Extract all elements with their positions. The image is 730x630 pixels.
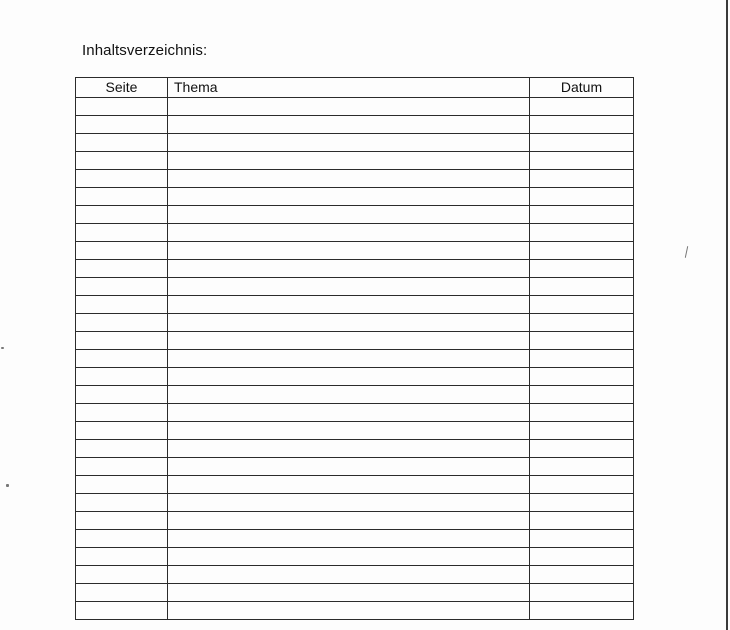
- cell-thema: [168, 584, 530, 602]
- cell-thema: [168, 152, 530, 170]
- cell-thema: [168, 386, 530, 404]
- cell-seite: [76, 332, 168, 350]
- table-row: [76, 170, 634, 188]
- cell-datum: [530, 440, 634, 458]
- cell-datum: [530, 188, 634, 206]
- cell-datum: [530, 296, 634, 314]
- cell-seite: [76, 368, 168, 386]
- cell-seite: [76, 152, 168, 170]
- cell-seite: [76, 566, 168, 584]
- table-row: [76, 566, 634, 584]
- cell-thema: [168, 548, 530, 566]
- cell-thema: [168, 98, 530, 116]
- cell-thema: [168, 332, 530, 350]
- cell-datum: [530, 512, 634, 530]
- table-row: [76, 134, 634, 152]
- cell-seite: [76, 458, 168, 476]
- cell-thema: [168, 134, 530, 152]
- cell-datum: [530, 260, 634, 278]
- cell-seite: [76, 602, 168, 620]
- table-row: [76, 476, 634, 494]
- cell-seite: [76, 116, 168, 134]
- cell-thema: [168, 350, 530, 368]
- cell-datum: [530, 368, 634, 386]
- cell-seite: [76, 404, 168, 422]
- page-edge-shadow: [726, 0, 728, 630]
- cell-seite: [76, 584, 168, 602]
- table-row: [76, 260, 634, 278]
- cell-datum: [530, 350, 634, 368]
- cell-datum: [530, 242, 634, 260]
- cell-datum: [530, 134, 634, 152]
- cell-thema: [168, 296, 530, 314]
- cell-datum: [530, 152, 634, 170]
- table-row: [76, 422, 634, 440]
- cell-datum: [530, 458, 634, 476]
- cell-datum: [530, 584, 634, 602]
- cell-thema: [168, 422, 530, 440]
- cell-thema: [168, 476, 530, 494]
- cell-seite: [76, 206, 168, 224]
- cell-seite: [76, 314, 168, 332]
- cell-seite: [76, 476, 168, 494]
- cell-datum: [530, 494, 634, 512]
- cell-thema: [168, 494, 530, 512]
- cell-seite: [76, 440, 168, 458]
- table-body: [76, 98, 634, 620]
- cell-seite: [76, 512, 168, 530]
- cell-thema: [168, 314, 530, 332]
- table-row: [76, 530, 634, 548]
- scan-speck: [6, 484, 9, 487]
- cell-seite: [76, 188, 168, 206]
- table-row: [76, 584, 634, 602]
- cell-thema: [168, 602, 530, 620]
- cell-datum: [530, 548, 634, 566]
- table-row: [76, 152, 634, 170]
- cell-datum: [530, 422, 634, 440]
- cell-datum: [530, 476, 634, 494]
- cell-thema: [168, 368, 530, 386]
- table-row: [76, 386, 634, 404]
- cell-datum: [530, 116, 634, 134]
- table-row: [76, 278, 634, 296]
- cell-thema: [168, 512, 530, 530]
- table-row: [76, 224, 634, 242]
- table-header-row: [76, 78, 634, 98]
- cell-datum: [530, 386, 634, 404]
- cell-seite: [76, 548, 168, 566]
- cell-datum: [530, 404, 634, 422]
- cell-seite: [76, 350, 168, 368]
- table-row: [76, 404, 634, 422]
- cell-seite: [76, 494, 168, 512]
- cell-thema: [168, 530, 530, 548]
- cell-thema: [168, 206, 530, 224]
- table-row: [76, 548, 634, 566]
- cell-datum: [530, 530, 634, 548]
- cell-datum: [530, 224, 634, 242]
- cell-seite: [76, 530, 168, 548]
- cell-thema: [168, 224, 530, 242]
- cell-seite: [76, 260, 168, 278]
- column-header-seite: Seite: [76, 78, 168, 98]
- table-row: [76, 188, 634, 206]
- table-row: [76, 332, 634, 350]
- cell-thema: [168, 278, 530, 296]
- cell-thema: [168, 188, 530, 206]
- column-header-datum: Datum: [530, 78, 634, 98]
- cell-thema: [168, 116, 530, 134]
- cell-seite: [76, 422, 168, 440]
- cell-thema: [168, 260, 530, 278]
- table-row: [76, 98, 634, 116]
- cell-seite: [76, 296, 168, 314]
- page-title: Inhaltsverzeichnis:: [82, 42, 208, 59]
- table-row: [76, 440, 634, 458]
- cell-thema: [168, 440, 530, 458]
- cell-datum: [530, 314, 634, 332]
- cell-datum: [530, 278, 634, 296]
- cell-datum: [530, 602, 634, 620]
- cell-seite: [76, 386, 168, 404]
- cell-seite: [76, 278, 168, 296]
- table-row: [76, 458, 634, 476]
- cell-thema: [168, 458, 530, 476]
- table-row: [76, 206, 634, 224]
- cell-datum: [530, 170, 634, 188]
- table-of-contents: [75, 77, 634, 620]
- cell-thema: [168, 170, 530, 188]
- cell-seite: [76, 134, 168, 152]
- table-row: [76, 512, 634, 530]
- cell-thema: [168, 242, 530, 260]
- scan-speck: [1, 347, 4, 349]
- cell-datum: [530, 98, 634, 116]
- cell-seite: [76, 98, 168, 116]
- table-row: [76, 602, 634, 620]
- cell-seite: [76, 170, 168, 188]
- cell-thema: [168, 566, 530, 584]
- table-row: [76, 368, 634, 386]
- cell-seite: [76, 224, 168, 242]
- column-header-thema: Thema: [168, 78, 530, 98]
- cell-datum: [530, 566, 634, 584]
- cell-seite: [76, 242, 168, 260]
- scan-speck: [685, 246, 688, 258]
- table-row: [76, 350, 634, 368]
- table-row: [76, 242, 634, 260]
- table-row: [76, 296, 634, 314]
- cell-thema: [168, 404, 530, 422]
- table-row: [76, 314, 634, 332]
- table-row: [76, 494, 634, 512]
- table-row: [76, 116, 634, 134]
- cell-datum: [530, 332, 634, 350]
- cell-datum: [530, 206, 634, 224]
